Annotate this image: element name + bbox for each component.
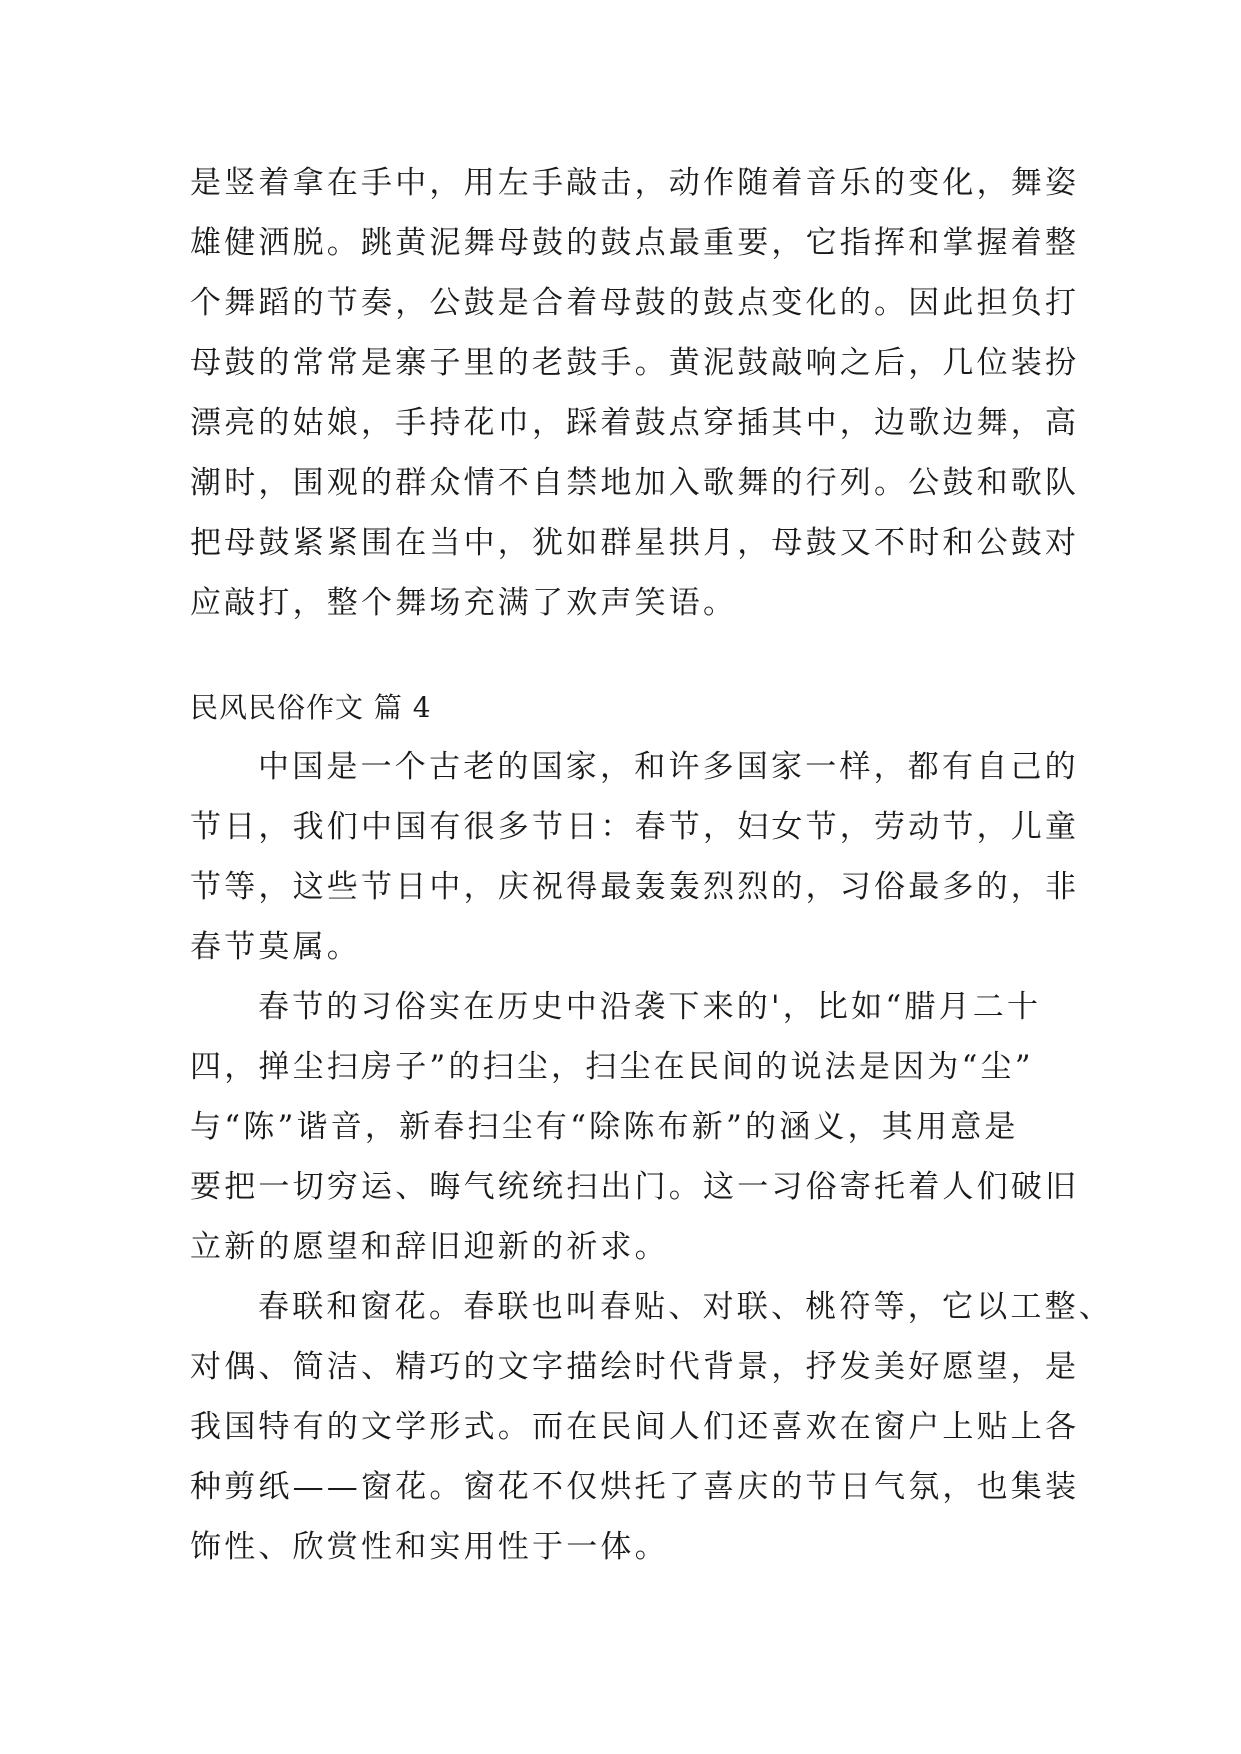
text-line: 雄健洒脱。跳黄泥舞母鼓的鼓点最重要，它指挥和掌握着整 <box>190 225 1080 261</box>
text-line: 把母鼓紧紧围在当中，犹如群星拱月，母鼓又不时和公鼓对 <box>190 525 1080 561</box>
text-line: 中国是一个古老的国家，和许多国家一样，都有自己的 <box>258 749 1079 785</box>
text-line: 节等，这些节日中，庆祝得最轰轰烈烈的，习俗最多的，非 <box>190 869 1080 905</box>
text-line: 四，掸尘扫房子”的扫尘，扫尘在民间的说法是因为“尘” <box>190 1049 1034 1085</box>
continuation-paragraph <box>190 153 1080 633</box>
text-line: 个舞蹈的节奏，公鼓是合着母鼓的鼓点变化的。因此担负打 <box>190 285 1080 321</box>
paragraph-2 <box>190 977 1080 1277</box>
text-line: 立新的愿望和辞旧迎新的祈求。 <box>190 1229 669 1265</box>
text-line: 饰性、欣赏性和实用性于一体。 <box>190 1529 669 1565</box>
text-line: 与“陈”谐音，新春扫尘有“除陈布新”的涵义，其用意是 <box>190 1109 1019 1145</box>
text-line: 对偶、简洁、精巧的文字描绘时代背景，抒发美好愿望，是 <box>190 1349 1080 1385</box>
text-line: 我国特有的文学形式。而在民间人们还喜欢在窗户上贴上各 <box>190 1409 1080 1445</box>
text-line: 应敲打，整个舞场充满了欢声笑语。 <box>190 585 738 621</box>
text-line: 潮时，围观的群众情不自禁地加入歌舞的行列。公鼓和歌队 <box>190 465 1080 501</box>
text-line: 母鼓的常常是寨子里的老鼓手。黄泥鼓敲响之后，几位装扮 <box>190 345 1080 381</box>
paragraph-3 <box>190 1277 1113 1577</box>
text-line: 春节的习俗实在历史中沿袭下来的'，比如“腊月二十 <box>258 989 1042 1025</box>
text-line: 节日，我们中国有很多节日：春节，妇女节，劳动节，儿童 <box>190 809 1080 845</box>
text-line: 种剪纸——窗花。窗花不仅烘托了喜庆的节日气氛，也集装 <box>190 1469 1080 1505</box>
text-line: 要把一切穷运、晦气统统扫出门。这一习俗寄托着人们破旧 <box>190 1169 1080 1205</box>
text-line: 是竖着拿在手中，用左手敲击，动作随着音乐的变化，舞姿 <box>190 165 1080 201</box>
text-line: 春联和窗花。春联也叫春贴、对联、桃符等，它以工整、 <box>258 1289 1113 1325</box>
section-title: 民风民俗作文 篇 4 <box>190 691 432 724</box>
paragraph-1 <box>190 737 1080 977</box>
text-line: 漂亮的姑娘，手持花巾，踩着鼓点穿插其中，边歌边舞，高 <box>190 405 1080 441</box>
text-line: 春节莫属。 <box>190 929 361 965</box>
